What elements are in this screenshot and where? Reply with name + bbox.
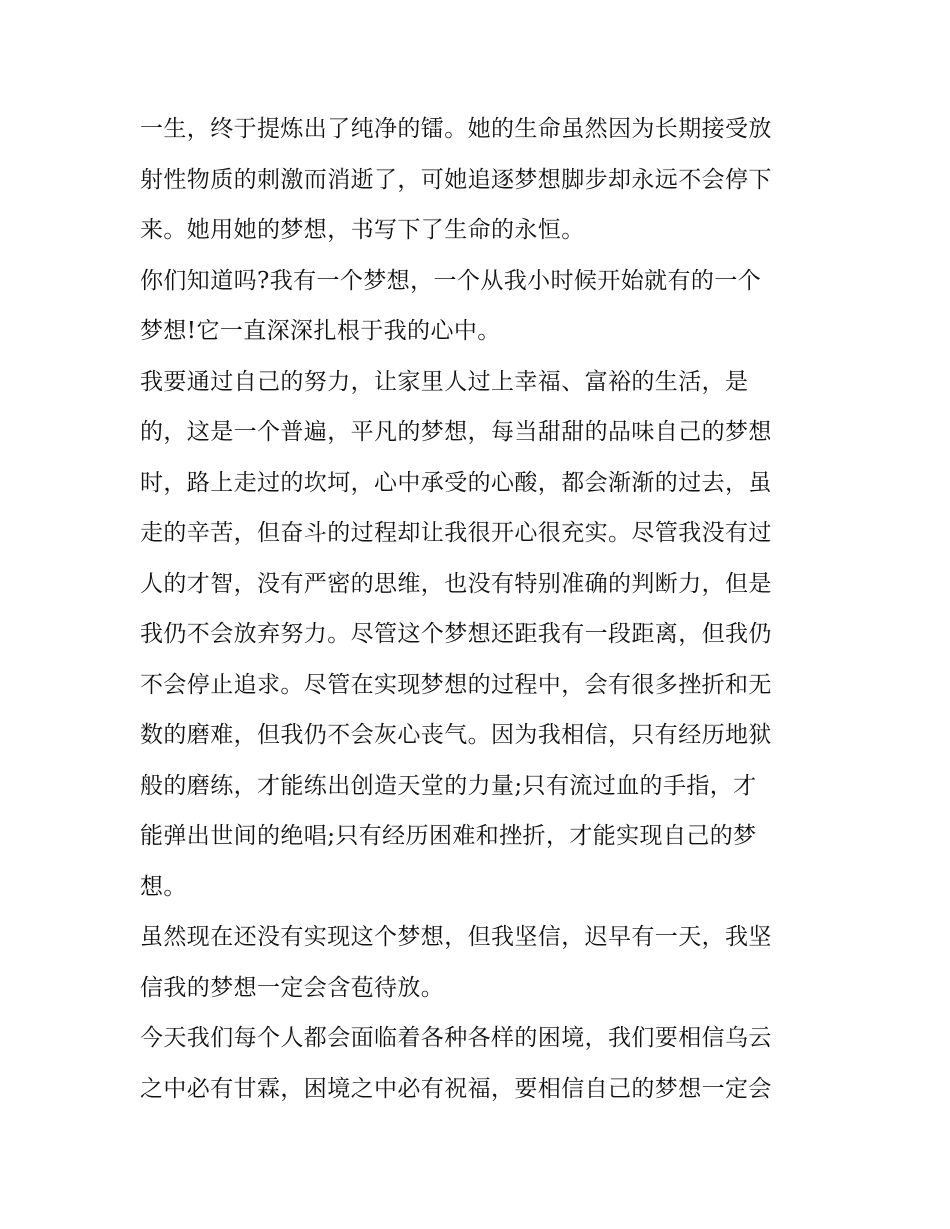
text-line: 人的才智，没有严密的思维，也没有特别准确的判断力，但是 <box>140 570 772 597</box>
text-line: 想。 <box>140 873 187 900</box>
text-line: 你们知道吗?我有一个梦想，一个从我小时候开始就有的一个 <box>140 267 762 294</box>
text-line: 我仍不会放弃努力。尽管这个梦想还距我有一段距离，但我仍 <box>140 621 772 647</box>
text-line: 梦想!它一直深深扎根于我的心中。 <box>140 318 501 344</box>
text-line: 般的磨练，才能练出创造天堂的力量;只有流过血的手指，才 <box>140 772 757 799</box>
text-line: 今天我们每个人都会面临着各种各样的困境，我们要相信乌云 <box>140 1025 772 1051</box>
text-line: 信我的梦想一定会含苞待放。 <box>140 974 445 1001</box>
text-line: 不会停止追求。尽管在实现梦想的过程中，会有很多挫折和无 <box>140 671 772 698</box>
text-line: 来。她用她的梦想，书写下了生命的永恒。 <box>140 217 585 243</box>
text-line: 走的辛苦，但奋斗的过程却让我很开心很充实。尽管我没有过 <box>140 520 772 546</box>
text-line: 能弹出世间的绝唱;只有经历困难和挫折，才能实现自己的梦 <box>140 823 757 849</box>
document-body <box>140 104 820 1114</box>
text-line: 之中必有甘霖，困境之中必有祝福，要相信自己的梦想一定会 <box>140 1075 772 1102</box>
text-line: 我要通过自己的努力，让家里人过上幸福、富裕的生活，是 <box>140 368 749 395</box>
text-line: 射性物质的刺激而消逝了，可她追逐梦想脚步却永远不会停下 <box>140 166 772 193</box>
text-line: 虽然现在还没有实现这个梦想，但我坚信，迟早有一天，我坚 <box>140 924 772 950</box>
text-line: 一生，终于提炼出了纯净的镭。她的生命虽然因为长期接受放 <box>140 116 772 142</box>
text-line: 的，这是一个普遍，平凡的梦想，每当甜甜的品味自己的梦想 <box>140 419 772 445</box>
text-line: 时，路上走过的坎坷，心中承受的心酸，都会渐渐的过去，虽 <box>140 469 772 496</box>
text-line: 数的磨难，但我仍不会灰心丧气。因为我相信，只有经历地狱 <box>140 722 772 748</box>
